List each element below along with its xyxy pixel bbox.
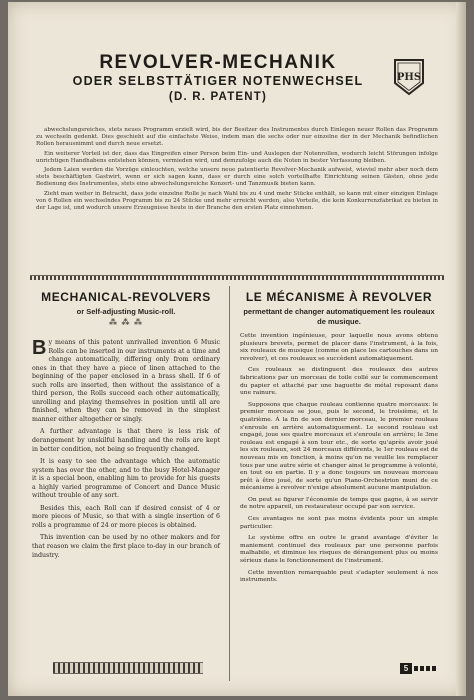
english-paragraph: This invention can be used by no other makers and for that reason we claim the first place to-day in our branch of industry.	[32, 534, 220, 559]
page-subtitle: ODER SELBSTTÄTIGER NOTENWECHSEL	[72, 74, 364, 88]
footer-ornament	[53, 662, 203, 674]
ornamental-divider	[30, 275, 444, 280]
intro-paragraph: Zieht man weiter in Betracht, dass jede einzelne Rolle je nach Wahl bis zu 4 und mehr Stücke enthält, so kann mit einer einzigen Einlage von 6 Rollen ein wechselndes Programm bis zu 24 Stücke und mehr erreicht werden, also Vorteile, die kein Konkurrenzfabrikat zu bieten in der Lage ist, und wodurch unsere Erzeugnisse heute in der Branche den ersten Platz einnehmen.	[36, 190, 438, 212]
french-paragraph: Cette invention remarquable peut s'adapter seulement à nos instruments.	[240, 569, 438, 584]
english-column	[32, 290, 220, 564]
intro-paragraph: Ein weiterer Vorteil ist der, dass das Eingreifen einer Person beim Ein- und Auslegen der Notenrollen, wodurch leicht Störungen infolge unrichtigen Handhabens entstehen können, vermieden wird, und demzufolge auch die Noten in bester Verfassung bleiben.	[36, 150, 438, 164]
french-column	[240, 290, 438, 589]
page-title: REVOLVER-MECHANIK	[99, 52, 337, 73]
catalog-page	[8, 2, 466, 696]
english-subheading: or Self-adjusting Music-roll.	[76, 307, 176, 316]
english-paragraph: It is easy to see the advantage which the automatic system has over the other, and to the busy Hotel-Manager it is a special boon, enabling him to provide for his guests a highly varied programme of Concert and Dance Music without trouble of any sort.	[32, 458, 220, 500]
svg-text:PHS: PHS	[396, 72, 422, 83]
english-paragraph: Besides this, each Roll can if desired consist of 4 or more pieces of Music, so that with a single insertion of 6 rolls a programme of 24 or more pieces is obtained.	[32, 504, 220, 529]
english-paragraph: By means of this patent unrivalled invention 6 Music Rolls can be inserted in our instruments at a time and change automatically, differing only from ordinary ones in that they have a piece of linen attached to the beginning of the paper enclosed in a brass shell. If 6 of such rolls are inserted, then without the assistance of a third person, the Rolls succeed each other automatically, unrolling and playing themselves in position until all are finished, when they can be removed in the simplest manner either altogether or singly.	[32, 337, 220, 423]
intro-paragraph: abwechslungsreiches, stets neues Programm erzielt wird, bis der Besitzer des Instrumentes durch Einlegen neuer Rollen das Programm zu wechseln gedenkt. Dies geschieht auf die einfachste Weise, indem man die sechs oder nur einzelne der in der Mechanik befindlichen Rollen herausnimmt und durch neue ersetzt.	[36, 127, 438, 148]
asterism-ornament: ⁂ ⁂ ⁂	[108, 318, 144, 327]
patent-note: (D. R. PATENT)	[168, 91, 268, 103]
english-heading: MECHANICAL-REVOLVERS	[41, 290, 211, 304]
page-number-bar	[414, 666, 438, 671]
french-paragraph: Supposons que chaque rouleau contienne quatre morceaux: le premier morceau se joue, puis le second, le troisième, et le quatrième. À la fin de son dernier morceau, le premier rouleau s'enroule en arrière automatiquement. Le second rouleau est engagé, joue ses quatre morceaux et s'enroule en arrière; le 3me rouleau est engagé à son tour etc., de sorte qu'après avoir joué les six rouleaux, soit 24 morceaux différents, le 1er rouleau est de nouveau mis en fonction, à moins qu'on ne veuille les remplacer tous par une autre série et changer ainsi le programme à volonté, en tout ou en partie. Il y a donc toujours un nouveau morceau prêt à être joué, de sorte qu'un Piano-Orchestrion muni de ce mécanisme à revolver n'exige absolument aucune manipulation.	[240, 401, 438, 492]
french-paragraph: Ces rouleaux se distinguent des rouleaux des autres fabrications par un morceau de toile collé sur le commencement du papier et attaché par une baguette de métal reposant dans une rainure.	[240, 367, 438, 397]
french-heading: LE MÉCANISME À REVOLVER	[245, 290, 433, 304]
drop-cap: B	[32, 337, 47, 359]
french-paragraph: On peut se figurer l'économie de temps que gagne, à se servir de notre appareil, un restaurateur occupé par son service.	[240, 496, 438, 511]
english-body	[32, 339, 220, 560]
french-paragraph: Ces avantages ne sont pas moins évidents pour un simple particulier.	[240, 516, 438, 530]
french-body	[240, 333, 438, 585]
column-divider	[229, 286, 230, 681]
intro-text	[36, 127, 438, 214]
french-paragraph: Cette invention ingénieuse, pour laquelle nous avons obtenu plusieurs brevets, permet de placer dans l'instrument, à la fois, six rouleaux de musique (comme on place les cartouches dans un revolver), et ces rouleaux se succèdent automatiquement.	[240, 333, 438, 362]
page-number: 5	[400, 663, 412, 674]
french-paragraph: Le système offre en outre le grand avantage d'éviter le maniement continuel des rouleaux par une personne parfois malhabile, et diminue les risques de dérangement plus ou moins sérieux dans le fonctionnement de l'instrument.	[240, 535, 438, 565]
page-spine	[456, 2, 466, 696]
company-logo	[392, 57, 426, 97]
intro-paragraph: Jedem Laien werden die Vorzüge einleuchten, welche unsere neue patentierte Revolver-Mechanik aufweist, wieviel mehr aber noch dem stets beschäftigten Gastwirt, wenn er sich sagen kann, dass er durch eine solch vorteilhafte Einrichtung seinen Gästen, ohne jede Bedienung des Instrumentes, stets eine abwechslungsreiche Konzert- und Tanzmusik bieten kann.	[36, 167, 438, 188]
french-subheading: permettant de changer automatiquement les rouleaux de musique.	[243, 307, 435, 326]
english-paragraph: A further advantage is that there is less risk of derangement by unskilful handling and the rolls are kept in better condition, not being so frequently changed.	[32, 428, 220, 453]
